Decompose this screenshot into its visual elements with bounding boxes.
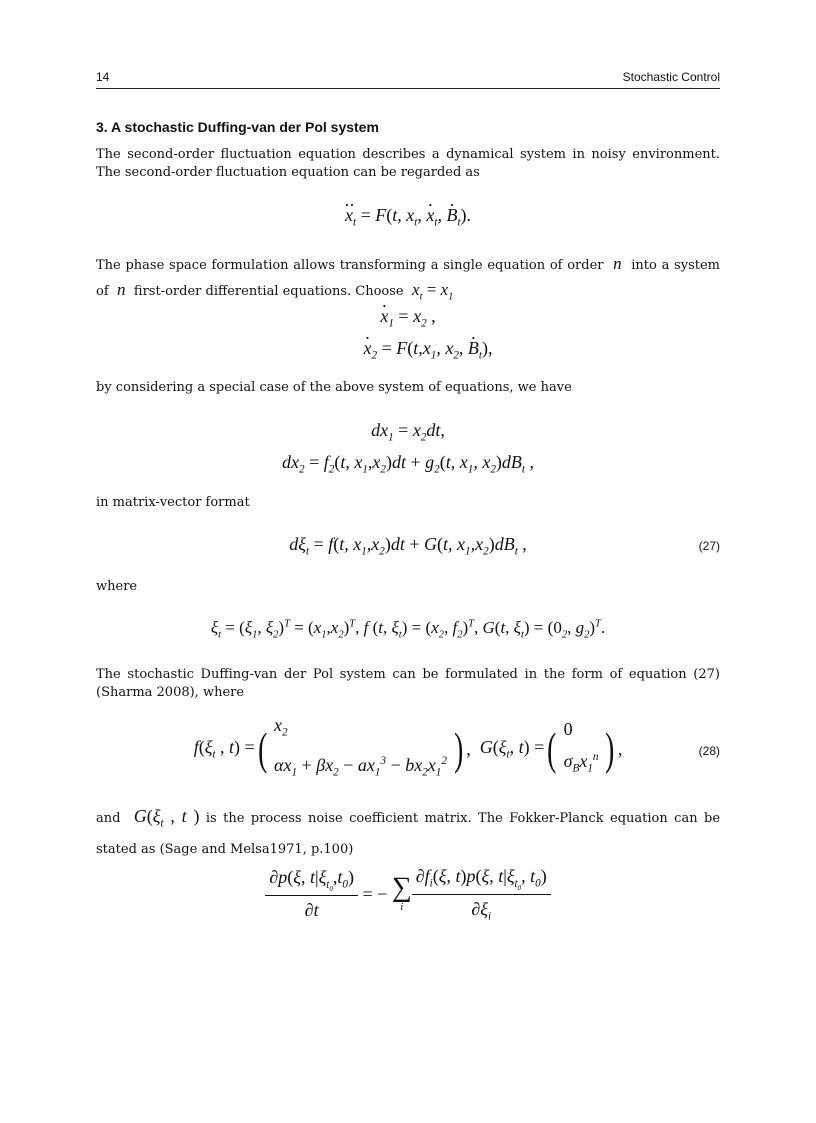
equation-27-number: (27) xyxy=(698,539,720,553)
fp-summation: ∑ i xyxy=(391,872,412,914)
matrix-g: ( 0 $\sigma_Bx_1^n$ ) xyxy=(547,719,615,775)
equation-dx1: $dx_1 = x_2dt$, xyxy=(371,420,445,444)
paragraph-intro: The second-order fluctuation equation describes a dynamical system in noisy environment. The second-order fluctuation equation can be regarded as xyxy=(96,147,720,180)
equation-dx2: $dx_2 = f_2(t$, $x_1,x_2)dt + g_2(t$, $x_1$, $x_2)dB_t$ , xyxy=(282,452,534,476)
section-title: 3. A stochastic Duffing-van der Pol system xyxy=(96,119,379,135)
equation-definitions: $\xi_t = (\xi_1$, $\xi_2)^T = (x_1,x_2)^T$, f (t, $\xi_t) = (x_2$, $f_2)^T$, G(t, $\xi_t) = (0_2$, $g_2)^T$. xyxy=(210,618,606,641)
paragraph-matrix-vector: in matrix-vector format xyxy=(96,495,250,510)
paragraph-special-case: by considering a special case of the above system of equations, we have xyxy=(96,380,572,395)
phase-space-text-b: into a system of xyxy=(96,258,720,299)
header-rule xyxy=(96,88,720,89)
running-title: Stochastic Control xyxy=(622,70,720,84)
equation-28-number: (28) xyxy=(698,744,720,758)
fokker-planck-text-b: is the process noise coefficient matrix. The Fokker-Planck equation can be stated as (Sage and Melsa1971, p.100) xyxy=(96,811,721,857)
equation-state-2: $x \cdot_2 = F(t,x_1$, $x_2$, $B \cdot_t$), xyxy=(96,338,720,362)
phase-space-text-c: first-order differential equations. Choose xyxy=(133,284,404,299)
running-header xyxy=(96,70,720,84)
equation-fokker-planck: $\frac{\partial p(\xi, t|\xi_{t_0},t_0)}{\partial t}$ = − ∑ i $\frac{\partial f_i(\xi, t)p(\xi, t|\xi_{t_0}, t_0)}{\partial\xi_i}$ xyxy=(96,866,720,922)
equation-state-1: $x \cdot_1 = x_2$ , xyxy=(96,306,720,330)
equation-27: $d\xi_t = f(t$, $x_1,x_2)dt + G(t$, $x_1,x_2)dB_t$ , xyxy=(289,534,527,558)
phase-space-text-a: The phase space formulation allows transforming a single equation of order xyxy=(96,258,604,273)
matrix-f: ( $x_2$ $\alpha x_1 + \beta x_2 - ax_1^3 - bx_2x_1^2$ ) xyxy=(257,715,464,779)
paragraph-fokker-planck: and $G(\xi_t$ , t ) is the process noise coefficient matrix. The Fokker-Planck equation can be stated as (Sage and Melsa1971, p.100) xyxy=(96,806,721,857)
paragraph-phase-space: The phase space formulation allows transforming a single equation of order n into a system of n first-order differential equations. Choose $x_t = x_1$ xyxy=(96,254,720,303)
page-number: 14 xyxy=(96,70,110,84)
paragraph-duffing: The stochastic Duffing-van der Pol system can be formulated in the form of equation (27) (Sharma 2008), where xyxy=(96,667,720,700)
paragraph-where: where xyxy=(96,579,138,594)
equation-28: $f(\xi_t$ , t) = ( $x_2$ $\alpha x_1 + \beta x_2 - ax_1^3 - bx_2x_1^2$ ) , $G(\xi_t$, t) = ( 0 $\sigma_Bx_1^n$ ) , xyxy=(96,718,720,780)
fp-rhs-fraction: $\frac{\partial f_i(\xi, t)p(\xi, t|\xi_{t_0}, t_0)}{\partial\xi_i}$ xyxy=(412,866,551,922)
fokker-planck-text-a: and xyxy=(96,811,121,826)
equation-second-order: $x \cdot\cdot_t = F(t$, $x_t$, $x \cdot_t$, $B \cdot_t$). xyxy=(96,205,720,229)
fp-lhs-fraction: $\frac{\partial p(\xi, t|\xi_{t_0},t_0)}{\partial t}$ xyxy=(265,867,358,921)
